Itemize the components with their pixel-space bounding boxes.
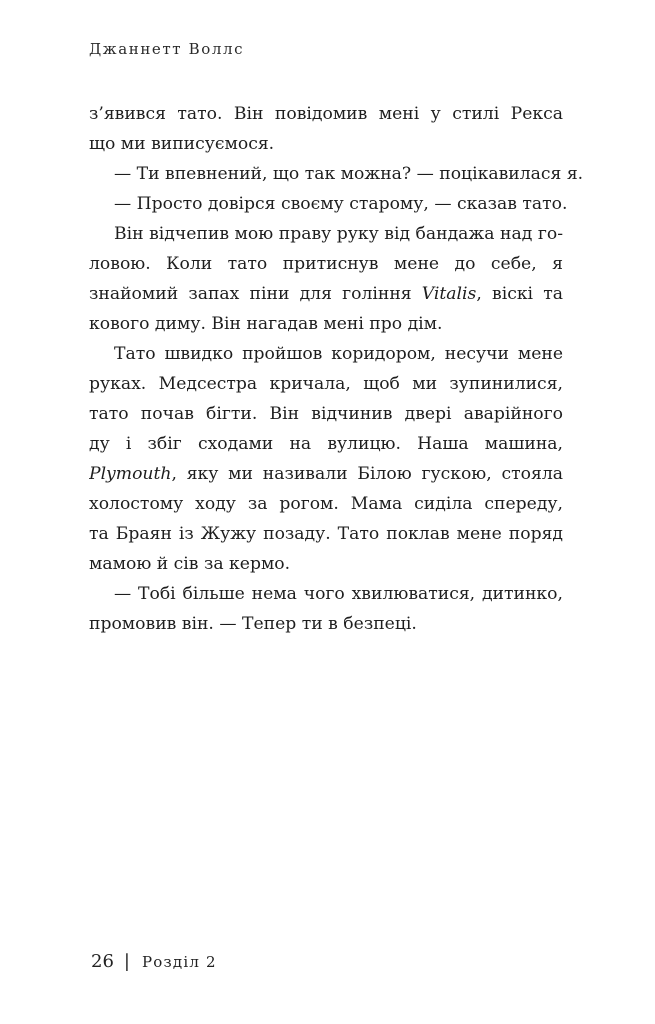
text-line: [89, 279, 563, 309]
running-head: Джаннетт Воллс: [89, 40, 245, 58]
text-line: — Ти впевнений, що так можна? — поцікавилася я.: [114, 164, 584, 184]
footer-separator: |: [123, 951, 130, 972]
chapter-label: Розділ 2: [141, 953, 217, 971]
text-line: кового диму. Він нагадав мені про дім.: [89, 314, 443, 334]
text-line: Він відчепив мою праву руку від бандажа над го-: [114, 224, 563, 244]
text-line: та Браян із Жужу позаду. Тато поклав мене поряд: [89, 524, 563, 544]
italic-text: Vitalis: [421, 284, 477, 304]
italic-text: Plymouth: [89, 464, 172, 484]
text-fragment: знайомий запах піни для гоління: [89, 284, 422, 304]
page-footer: [91, 951, 217, 972]
text-line: з’явився тато. Він повідомив мені у стилі Рекса: [89, 104, 563, 124]
text-line: промовив він. — Тепер ти в безпеці.: [89, 614, 417, 634]
text-line: ду і збіг сходами на вулицю. Наша машина,: [89, 434, 563, 454]
page-number: 26: [91, 951, 114, 972]
text-line: — Тобі більше нема чого хвилюватися, дитинко,: [114, 584, 563, 604]
text-line: Тато швидко пройшов коридором, несучи мене: [114, 344, 563, 364]
text-line: тато почав бігти. Він відчинив двері аварійного: [89, 404, 563, 424]
text-line: руках. Медсестра кричала, щоб ми зупинилися,: [89, 374, 563, 394]
body-text: [89, 99, 584, 639]
text-fragment: , віскі та: [476, 284, 563, 304]
text-fragment: , яку ми називали Білою гускою, стояла: [171, 464, 563, 484]
text-line: мамою й сів за кермо.: [89, 554, 291, 574]
text-line: холостому ходу за рогом. Мама сиділа спереду,: [89, 494, 563, 514]
text-line: [89, 459, 563, 489]
text-line: — Просто довірся своєму старому, — сказав тато.: [114, 194, 568, 214]
text-line: ловою. Коли тато притиснув мене до себе, я: [89, 254, 563, 274]
text-line: що ми виписуємося.: [89, 134, 275, 154]
